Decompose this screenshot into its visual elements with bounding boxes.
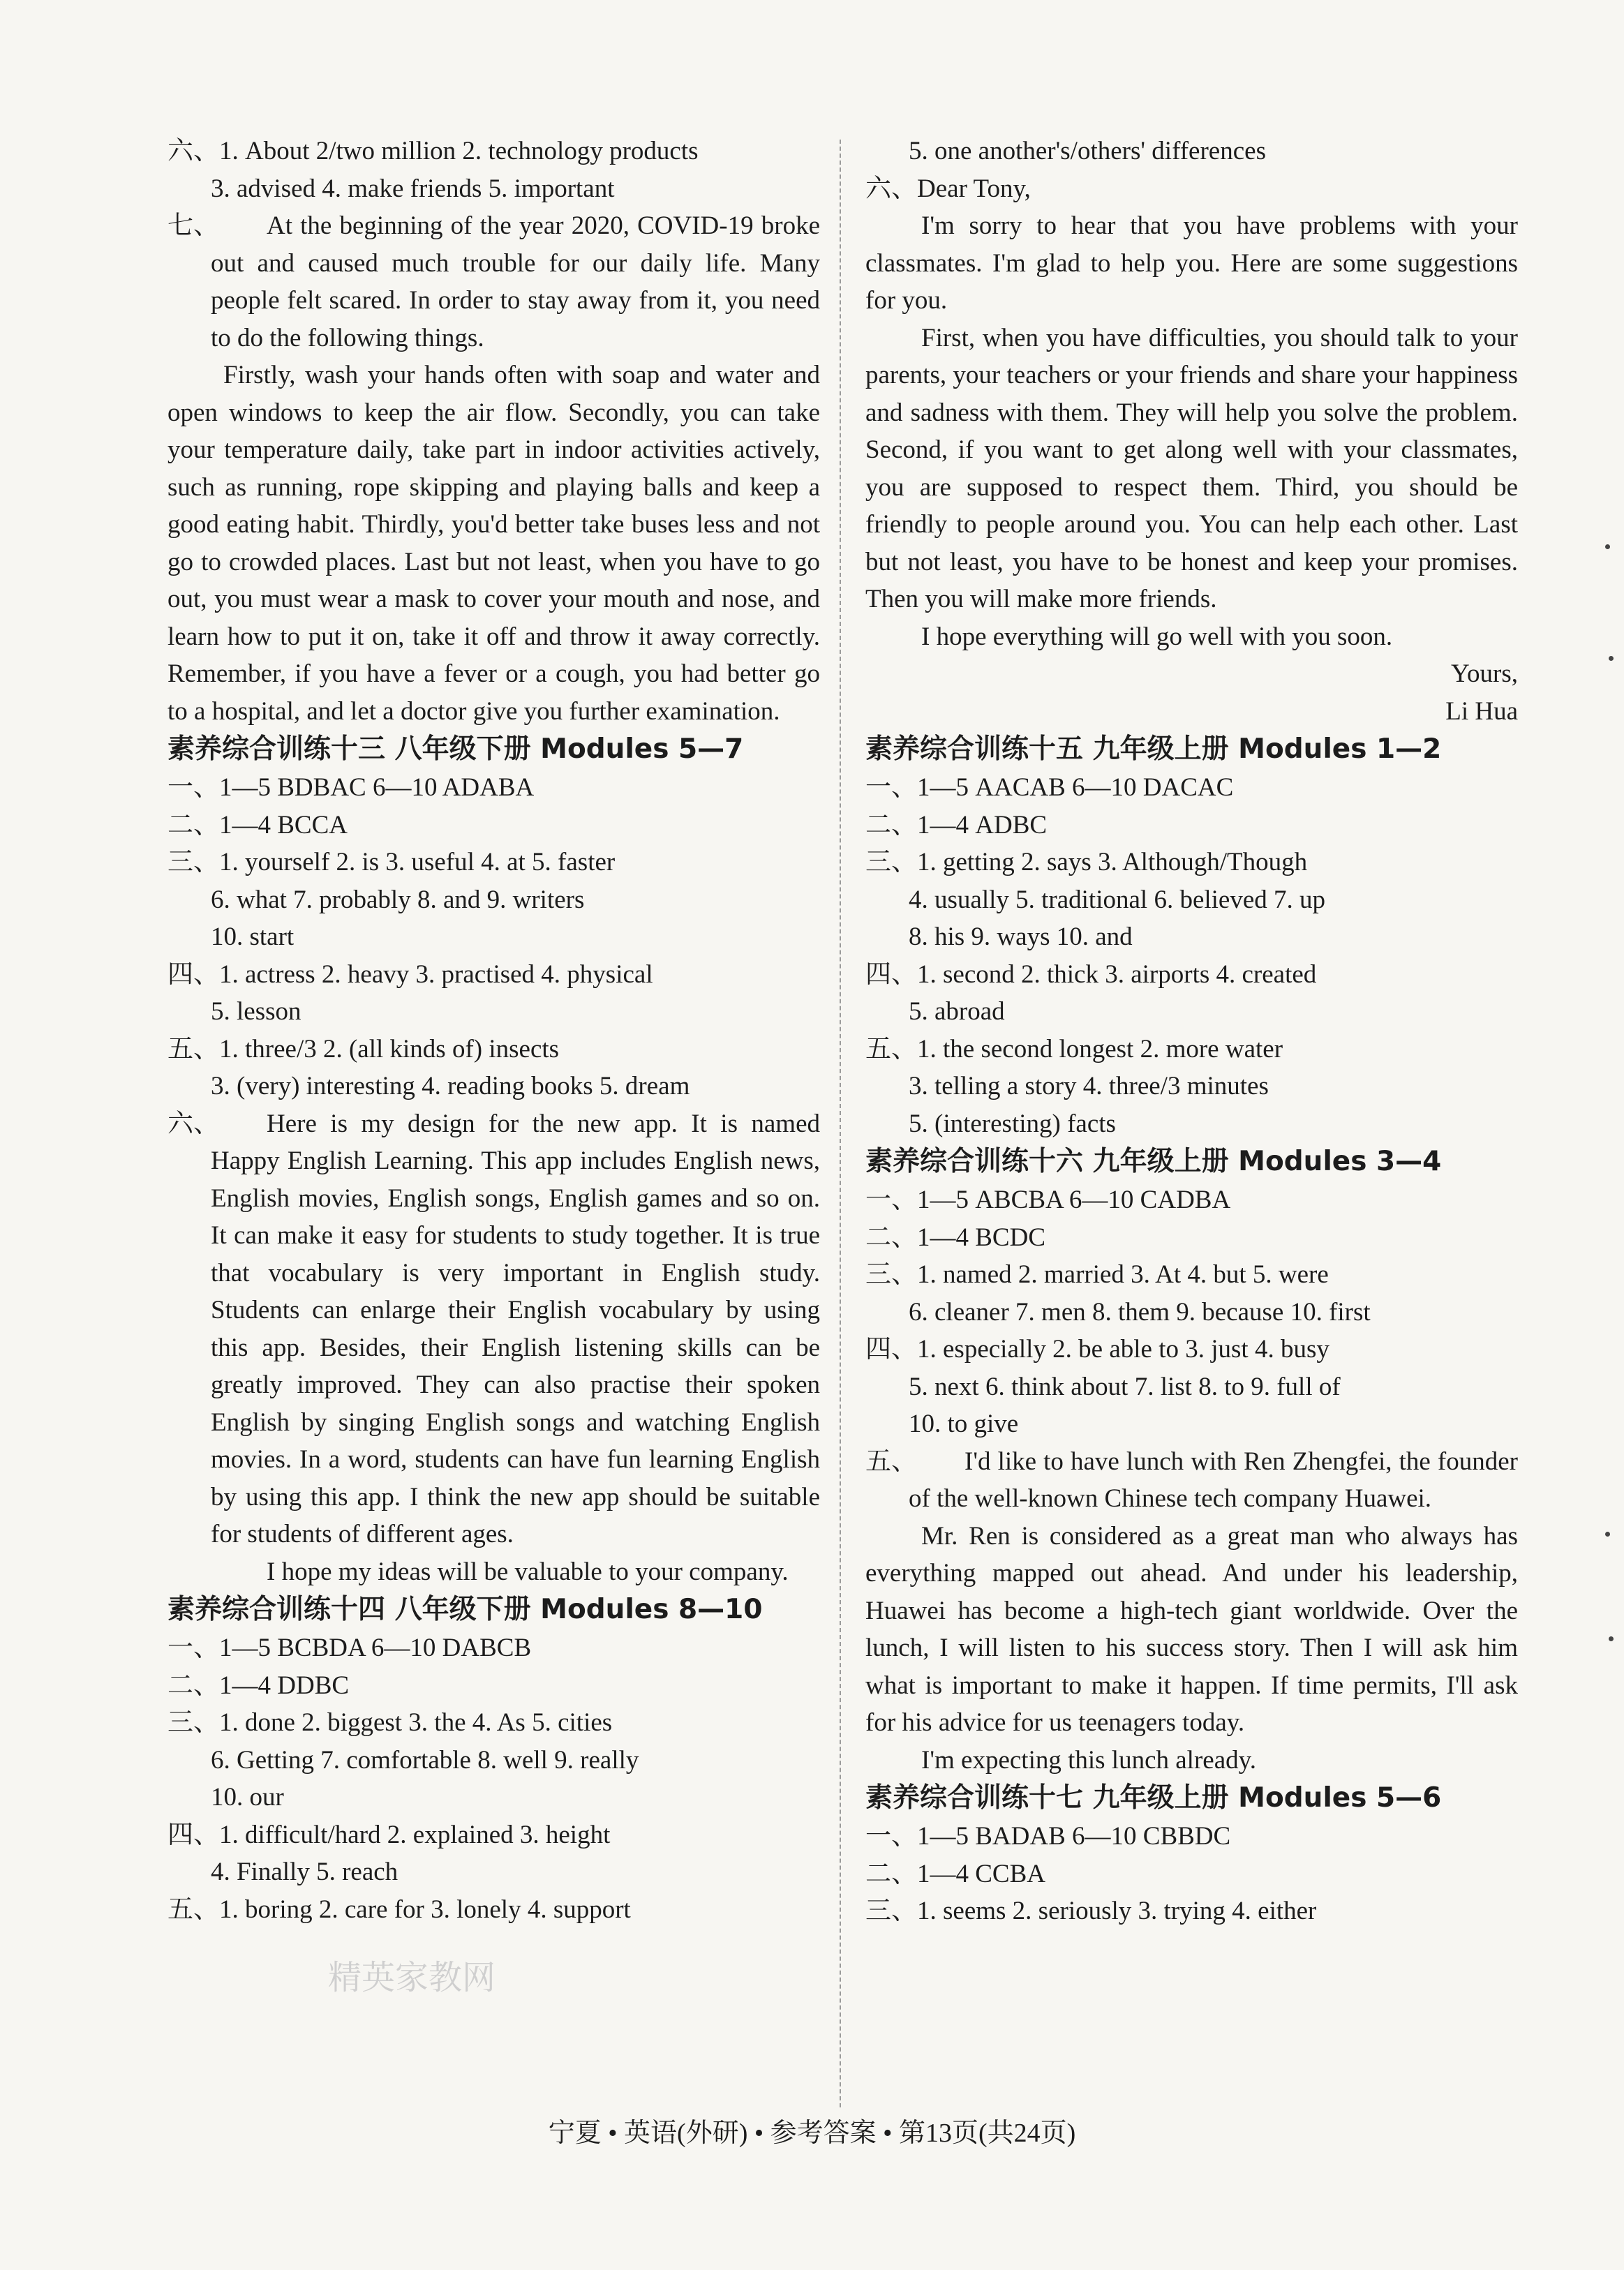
column-divider (840, 140, 841, 2107)
letter-paragraph: I hope everything will go well with you soon. (921, 622, 1393, 651)
essay-paragraph: I'd like to have lunch with Ren Zhengfei, the founder of the well-known Chinese tech company Huawei. (909, 1447, 1518, 1513)
letter-paragraph: I'm sorry to hear that you have problems with your classmates. I'm glad to help you. Here are some suggestions for you. (865, 211, 1518, 315)
answer-line: 8. his 9. ways 10. and (909, 923, 1133, 951)
answer-line: 三、1. getting 2. says 3. Although/Though (865, 848, 1308, 876)
margin-dot (1609, 656, 1614, 661)
essay-paragraph: At the beginning of the year 2020, COVID-19 broke out and caused much trouble for our daily life. Many people felt scared. In order to stay away from it, you need to do the following things. (211, 211, 820, 352)
essay-label: 七、 (167, 211, 219, 240)
answer-line: 五、1. the second longest 2. more water (865, 1034, 1283, 1063)
answer-line: 三、1. done 2. biggest 3. the 4. As 5. cities (167, 1708, 613, 1737)
essay-seven (167, 207, 820, 357)
answer-line: 6. cleaner 7. men 8. them 9. because 10. first (909, 1297, 1371, 1327)
answer-line: 五、1. three/3 2. (all kinds of) insects (167, 1034, 560, 1063)
essay-six (167, 1105, 820, 1591)
left-column (167, 133, 820, 1928)
answer-line: 3. telling a story 4. three/3 minutes (909, 1072, 1269, 1100)
answer-line: 5. abroad (909, 997, 1005, 1026)
answer-line: 5. (interesting) facts (909, 1109, 1116, 1138)
answer-line: 二、1—4 ADBC (865, 810, 1048, 839)
answer-line: 四、1. second 2. thick 3. airports 4. created (865, 959, 1317, 989)
section-heading: 素养综合训练十五 九年级上册 Modules 1—2 (865, 733, 1442, 765)
essay-label: 六、 (167, 1109, 219, 1138)
margin-dot (1609, 1636, 1614, 1641)
letter-paragraph: First, when you have difficulties, you should talk to your parents, your teachers or your friends and share your happiness and sadness with them. They will help you solve the problem. Second, if you want to get along well with your classmates, you are supposed to respect them. Third, you should be friendly to people around you. You can help each other. Last but not least, you have to be honest and keep your promises. Then you will make more friends. (865, 323, 1518, 613)
answer-line: 二、1—4 BCDC (865, 1223, 1046, 1252)
answer-line: 三、1. named 2. married 3. At 4. but 5. were (865, 1260, 1329, 1289)
answer-line: 5. lesson (211, 997, 301, 1026)
answer-line: 六、1. About 2/two million 2. technology products (167, 137, 699, 165)
letter-signature: Li Hua (1445, 696, 1518, 726)
answer-line: 二、1—4 CCBA (865, 1859, 1046, 1888)
essay-paragraph: Mr. Ren is considered as a great man who always has everything mapped out ahead. And under his leadership, Huawei has become a high-tech giant worldwide. Over the lunch, I will listen to his success story. Then I will ask him what is important to make it happen. If time permits, I'll ask for his advice for us teenagers today. (865, 1521, 1518, 1737)
answer-line: 4. usually 5. traditional 6. believed 7. up (909, 885, 1326, 914)
answer-line: 10. our (211, 1783, 284, 1812)
essay-paragraph: I'm expecting this lunch already. (921, 1745, 1256, 1775)
answer-line: 四、1. difficult/hard 2. explained 3. height (167, 1820, 611, 1849)
answer-line: 一、1—5 BCBDA 6—10 DABCB (167, 1634, 532, 1662)
watermark: 精英家教网 (328, 1958, 496, 1997)
answer-line: 6. Getting 7. comfortable 8. well 9. really (211, 1745, 639, 1775)
answer-line: 二、1—4 BCCA (167, 810, 348, 839)
answer-line: 四、1. actress 2. heavy 3. practised 4. physical (167, 959, 653, 989)
answer-line: 5. next 6. think about 7. list 8. to 9. full of (909, 1372, 1341, 1401)
essay-paragraph: I hope my ideas will be valuable to your company. (267, 1557, 789, 1586)
right-column (865, 133, 1518, 1930)
answer-line: 二、1—4 DDBC (167, 1671, 350, 1700)
answer-line: 四、1. especially 2. be able to 3. just 4. busy (865, 1335, 1329, 1364)
answer-line: 五、1. boring 2. care for 3. lonely 4. support (167, 1895, 631, 1924)
section-heading: 素养综合训练十四 八年级下册 Modules 8—10 (167, 1594, 763, 1625)
answer-line: 3. advised 4. make friends 5. important (211, 174, 615, 203)
answer-line: 一、1—5 ABCBA 6—10 CADBA (865, 1186, 1231, 1214)
section-heading: 素养综合训练十六 九年级上册 Modules 3—4 (865, 1146, 1442, 1177)
answer-line: 10. start (211, 923, 295, 951)
answer-line: 10. to give (909, 1410, 1019, 1438)
letter-closing: Yours, (1451, 659, 1518, 688)
essay-label: 五、 (865, 1447, 917, 1476)
margin-dot (1605, 1532, 1610, 1537)
essay-five (865, 1443, 1518, 1518)
essay-paragraph: Firstly, wash your hands often with soap and water and open windows to keep the air flow. Secondly, you can take your temperature daily, take part in indoor activities actively, such as running, rope skipping and playing balls and keep a good eating habit. Thirdly, you'd better take buses less and not go to crowded places. Last but not least, when you have to go out, you must wear a mask to cover your mouth and nose, and learn how to put it on, take it off and throw it away correctly. Remember, if you have a fever or a cough, you had better go to a hospital, and let a doctor give you further examination. (167, 361, 820, 726)
answer-line: 5. one another's/others' differences (909, 137, 1266, 165)
answer-line: 一、1—5 BDBAC 6—10 ADABA (167, 773, 535, 802)
margin-dot (1605, 544, 1610, 549)
answer-line: 6. what 7. probably 8. and 9. writers (211, 885, 585, 914)
section-heading: 素养综合训练十七 九年级上册 Modules 5—6 (865, 1782, 1442, 1814)
answer-line: 一、1—5 AACAB 6—10 DACAC (865, 773, 1234, 802)
answer-line: 一、1—5 BADAB 6—10 CBBDC (865, 1822, 1231, 1851)
page-footer: 宁夏 • 英语(外研) • 参考答案 • 第13页(共24页) (548, 2119, 1076, 2148)
answer-line: 三、1. seems 2. seriously 3. trying 4. either (865, 1897, 1317, 1925)
answer-line: 3. (very) interesting 4. reading books 5. dream (211, 1072, 690, 1100)
essay-paragraph: Here is my design for the new app. It is named Happy English Learning. This app includes English news, English movies, English songs, English games and so on. It can make it easy for students to study together. It is true that vocabulary is very important in English study. Students can enlarge their English vocabulary by using this app. Besides, their English listening skills can be greatly improved. They can also practise their spoken English by singing English songs and watching English movies. In a word, students can have fun learning English by using this app. I think the new app should be suitable for students of different ages. (211, 1109, 820, 1548)
section-heading: 素养综合训练十三 八年级下册 Modules 5—7 (167, 733, 744, 765)
answer-line: 三、1. yourself 2. is 3. useful 4. at 5. faster (167, 848, 616, 876)
letter-salutation: 六、Dear Tony, (865, 174, 1031, 203)
answer-line: 4. Finally 5. reach (211, 1858, 398, 1886)
